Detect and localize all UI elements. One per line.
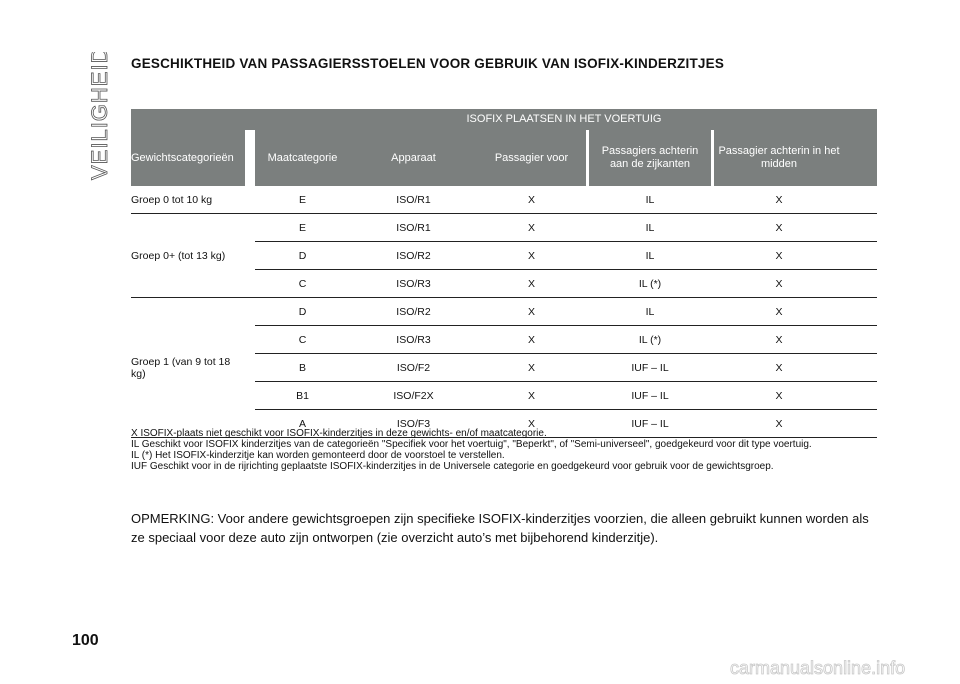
table-top-header: ISOFIX PLAATSEN IN HET VOERTUIG — [131, 109, 877, 130]
col-header-size: Maatcategorie — [267, 151, 338, 164]
table-cell: X — [527, 361, 535, 374]
group-label: Groep 0 tot 10 kg — [131, 193, 213, 206]
table-row — [255, 354, 877, 382]
table-cell: A — [298, 417, 306, 430]
table-cell: IUF – IL — [631, 361, 669, 374]
table-group — [131, 186, 877, 214]
table-cell: X — [775, 361, 783, 374]
table-row — [255, 382, 877, 410]
table-cell: IL — [645, 249, 655, 262]
table-cell: ISO/R2 — [396, 249, 431, 262]
table-header-row — [131, 130, 877, 186]
table-row — [255, 186, 877, 213]
table-cell: ISO/R3 — [396, 333, 431, 346]
table-cell: X — [527, 417, 535, 430]
group-label: Groep 0+ (tot 13 kg) — [131, 249, 226, 262]
table-cell: C — [298, 277, 307, 290]
table-row — [255, 270, 877, 297]
isofix-table — [131, 109, 877, 438]
note-iuf: IUF Geschikt voor in de rijrichting geplaatste ISOFIX-kinderzitjes in de Universele categorie en goedgekeurd voor gebruik voor de gewichtsgroep. — [131, 461, 774, 472]
watermark-text: carmanualsonline.info — [730, 658, 906, 678]
col-header-weight: Gewichtscategorieën — [131, 130, 255, 186]
table-cell: C — [298, 333, 307, 346]
table-row — [255, 242, 877, 270]
table-cell: X — [775, 305, 783, 318]
table-row — [255, 298, 877, 326]
col-header-device: Apparaat — [391, 151, 436, 164]
table-cell: X — [775, 221, 783, 234]
table-cell: ISO/F2 — [396, 361, 431, 374]
table-cell: B1 — [296, 389, 309, 402]
table-cell: IL — [645, 221, 655, 234]
table-cell: X — [775, 417, 783, 430]
page-title: GESCHIKTHEID VAN PASSAGIERSSTOELEN VOOR GEBRUIK VAN ISOFIX-KINDERZITJES — [131, 56, 725, 71]
table-cell: ISO/R1 — [396, 193, 431, 206]
table-cell: ISO/R2 — [396, 305, 431, 318]
table-cell: X — [775, 333, 783, 346]
table-cell: IUF – IL — [631, 417, 669, 430]
col-header-front: Passagier voor — [494, 151, 569, 164]
table-cell: E — [298, 221, 306, 234]
table-cell: IUF – IL — [631, 389, 669, 402]
table-row — [255, 214, 877, 242]
table-cell: X — [527, 193, 535, 206]
table-cell: X — [527, 305, 535, 318]
table-cell: X — [775, 389, 783, 402]
table-cell: IL — [645, 305, 655, 318]
table-cell: ISO/R3 — [396, 277, 431, 290]
watermark — [730, 655, 950, 679]
table-group — [131, 214, 877, 298]
note-il: IL Geschikt voor ISOFIX kinderzitjes van de categorieën "Specifiek voor het voertuig", "Beperkt", of "Semi-universeel", goedgekeurd voor dit type voertuig. — [131, 439, 812, 450]
col-header-rear-middle: Passagier achterin in het midden — [718, 145, 840, 170]
legend-notes — [131, 428, 871, 472]
table-group — [131, 298, 877, 438]
section-tab — [84, 52, 114, 182]
table-cell: IL — [645, 193, 655, 206]
table-cell: X — [527, 221, 535, 234]
table-cell: ISO/F2X — [393, 389, 434, 402]
table-cell: X — [775, 249, 783, 262]
table-cell: IL (*) — [638, 277, 662, 290]
note-il-star: IL (*) Het ISOFIX-kinderzitje kan worden gemonteerd door de voorstoel te verstellen. — [131, 450, 505, 461]
table-cell: X — [775, 277, 783, 290]
table-cell: X — [527, 277, 535, 290]
table-cell: X — [775, 193, 783, 206]
table-cell: ISO/F3 — [396, 417, 431, 430]
page-number: 100 — [72, 632, 99, 649]
table-cell: X — [527, 249, 535, 262]
table-cell: ISO/R1 — [396, 221, 431, 234]
table-cell: X — [527, 333, 535, 346]
table-cell: IL (*) — [638, 333, 662, 346]
table-cell: E — [298, 193, 306, 206]
col-header-rear-sides: Passagiers achterin aan de zijkanten — [586, 130, 714, 186]
table-cell: D — [298, 249, 307, 262]
remark-paragraph: OPMERKING: Voor andere gewichtsgroepen zijn specifieke ISOFIX-kinderzitjes voorzien, die alleen gebruikt kunnen worden als ze speciaal voor deze auto zijn ontworpen (zie overzicht auto’s met bijbehorend kinderzitje). — [131, 511, 869, 545]
note-x: X ISOFIX-plaats niet geschikt voor ISOFIX-kinderzitjes in deze gewichts- en/of maatcategorie. — [131, 428, 547, 439]
table-row — [255, 326, 877, 354]
group-label: Groep 1 (van 9 tot 18 kg) — [131, 355, 231, 380]
table-cell: X — [527, 389, 535, 402]
table-cell: D — [298, 305, 307, 318]
table-cell: B — [298, 361, 306, 374]
section-tab-label: VEILIGHEID — [87, 52, 112, 180]
